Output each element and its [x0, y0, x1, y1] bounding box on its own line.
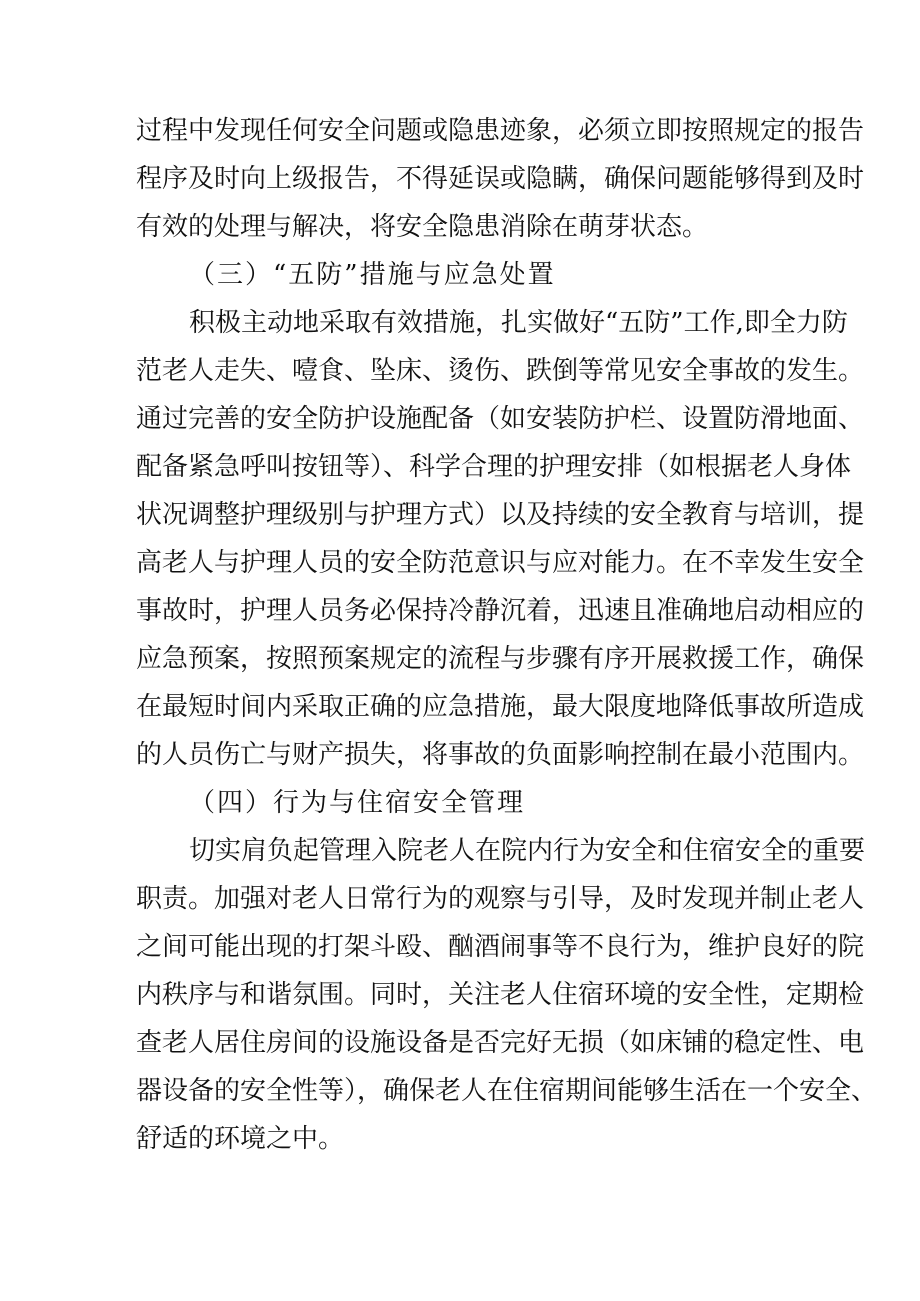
para1-line-9: 在最短时间内采取正确的应急措施，最大限度地降低事故所造成 — [136, 692, 865, 722]
para1-line-5: 状况调整护理级别与护理方式）以及持续的安全教育与培训，提 — [136, 500, 865, 530]
para0-line-1: 过程中发现任何安全问题或隐患迹象，必须立即按照规定的报告 — [136, 116, 865, 146]
para1-line-2: 范老人走失、噎食、坠床、烫伤、跌倒等常见安全事故的发生。 — [136, 356, 865, 386]
para0-line-3: 有效的处理与解决，将安全隐患消除在萌芽状态。 — [136, 212, 709, 242]
para1-line-10: 的人员伤亡与财产损失，将事故的负面影响控制在最小范围内。 — [136, 740, 865, 770]
para1-line-3: 通过完善的安全防护设施配备（如安装防护栏、设置防滑地面、 — [136, 404, 865, 434]
para2-line-2: 职责。加强对老人日常行为的观察与引导，及时发现并制止老人 — [136, 884, 865, 914]
para2-line-6: 器设备的安全性等），确保老人在住宿期间能够生活在一个安全、 — [136, 1076, 878, 1106]
para1-line-1: 积极主动地采取有效措施，扎实做好“五防”工作,即全力防 — [189, 308, 848, 338]
para1-line-8: 应急预案，按照预案规定的流程与步骤有序开展救援工作，确保 — [136, 644, 865, 674]
section-heading-3: （三）“五防”措施与应急处置 — [189, 260, 556, 290]
section-heading-4: （四）行为与住宿安全管理 — [189, 788, 526, 818]
para2-line-3: 之间可能出现的打架斗殴、酗酒闹事等不良行为，维护良好的院 — [136, 932, 865, 962]
para1-line-6: 高老人与护理人员的安全防范意识与应对能力。在不幸发生安全 — [136, 548, 865, 578]
para0-line-2: 程序及时向上级报告，不得延误或隐瞒，确保问题能够得到及时 — [136, 164, 865, 194]
para2-line-4: 内秩序与和谐氛围。同时，关注老人住宿环境的安全性，定期检 — [136, 980, 865, 1010]
para2-line-5: 查老人居住房间的设施设备是否完好无损（如床铺的稳定性、电 — [136, 1028, 865, 1058]
para2-line-1: 切实肩负起管理入院老人在院内行为安全和住宿安全的重要 — [189, 836, 866, 866]
para2-line-7: 舒适的环境之中。 — [136, 1124, 345, 1154]
para1-line-7: 事故时，护理人员务必保持冷静沉着，迅速且准确地启动相应的 — [136, 596, 865, 626]
para1-line-4: 配备紧急呼叫按钮等）、科学合理的护理安排（如根据老人身体 — [136, 452, 852, 482]
